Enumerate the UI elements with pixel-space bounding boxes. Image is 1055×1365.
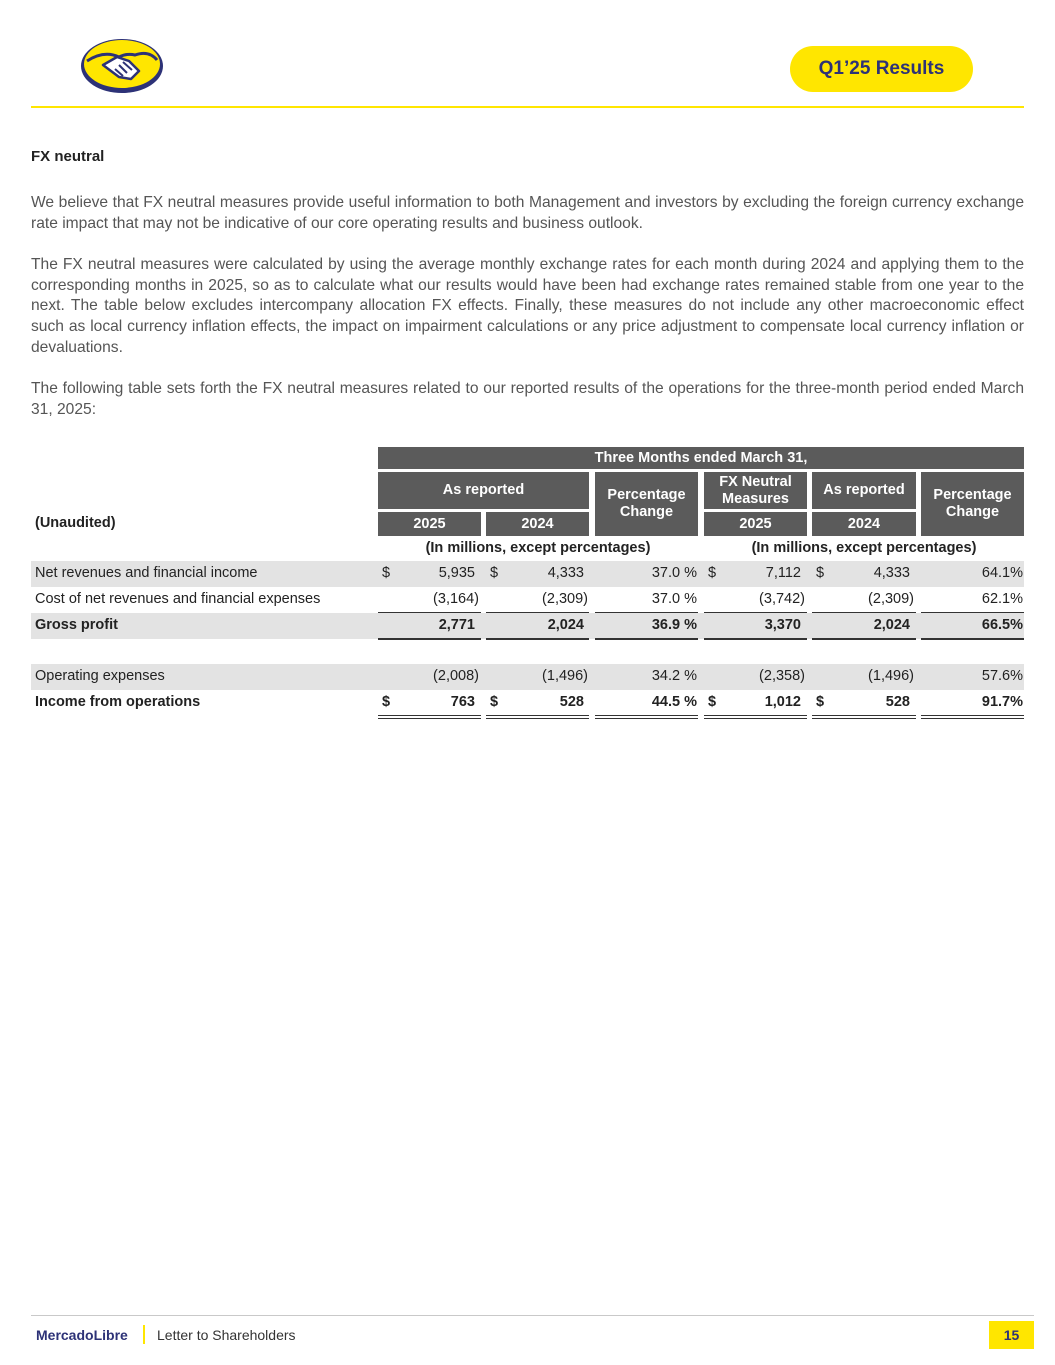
underline	[595, 638, 698, 640]
cell-pct-change-2: 66.5%	[981, 617, 1023, 633]
underline	[812, 638, 916, 640]
row-label: Net revenues and financial income	[35, 565, 258, 581]
underline	[704, 638, 807, 640]
cell-reported-2025: 2,771	[438, 617, 475, 633]
table-row	[31, 664, 1024, 690]
row-label: Income from operations	[35, 694, 201, 710]
header-year-2025-fx: 2025	[704, 512, 807, 536]
header-as-reported-2: As reported	[812, 472, 916, 509]
table-row	[31, 587, 1024, 613]
cell-reported-2024: 2,024	[547, 617, 584, 633]
table-row	[31, 690, 1024, 716]
currency-sign: $	[490, 694, 499, 710]
header-year-2024-b: 2024	[812, 512, 916, 536]
footer-brand: MercadoLibre	[36, 1327, 128, 1343]
cell-reported-2024: 528	[559, 694, 584, 710]
header-as-reported: As reported	[378, 472, 589, 509]
cell-pct-change: 36.9 %	[651, 617, 697, 633]
cell-pct-change: 37.0 %	[651, 591, 697, 607]
row-label: Cost of net revenues and financial expenses	[35, 591, 321, 607]
currency-sign: $	[382, 694, 391, 710]
cell-reported-2025: (2,008)	[433, 668, 479, 684]
cell-reported-2024: (1,496)	[542, 668, 588, 684]
units-note-left: (In millions, except percentages)	[425, 540, 651, 556]
underline	[378, 638, 481, 640]
cell-reported-2024-b: (2,309)	[868, 591, 914, 607]
cell-reported-2024-b: (1,496)	[868, 668, 914, 684]
underline	[921, 638, 1024, 640]
double-underline	[378, 715, 481, 719]
currency-sign: $	[708, 694, 717, 710]
footer-subtitle: Letter to Shareholders	[157, 1327, 296, 1343]
cell-fx-neutral-2025: 7,112	[765, 565, 801, 581]
cell-pct-change-2: 91.7%	[981, 694, 1023, 710]
row-label: Operating expenses	[35, 668, 165, 684]
cell-reported-2024-b: 4,333	[873, 565, 910, 581]
row-label: Gross profit	[35, 617, 118, 633]
header-fx-neutral: FX Neutral Measures	[704, 472, 807, 509]
cell-reported-2024: 4,333	[547, 565, 584, 581]
underline	[486, 638, 589, 640]
double-underline	[921, 715, 1024, 719]
cell-fx-neutral-2025: (3,742)	[759, 591, 805, 607]
cell-fx-neutral-2025: 1,012	[764, 694, 801, 710]
double-underline	[595, 715, 698, 719]
mercadolibre-handshake-logo	[79, 35, 165, 95]
cell-reported-2025: 763	[450, 694, 475, 710]
cell-fx-neutral-2025: 3,370	[764, 617, 801, 633]
cell-reported-2025: (3,164)	[433, 591, 479, 607]
footer-divider	[31, 1315, 1034, 1316]
header-divider	[31, 106, 1024, 108]
cell-fx-neutral-2025: (2,358)	[759, 668, 805, 684]
table-row	[31, 613, 1024, 639]
cell-pct-change-2: 57.6%	[981, 668, 1023, 684]
cell-pct-change: 44.5 %	[651, 694, 697, 710]
page-number: 15	[989, 1321, 1034, 1349]
double-underline	[704, 715, 807, 719]
currency-sign: $	[816, 565, 825, 581]
cell-reported-2024: (2,309)	[542, 591, 588, 607]
currency-sign: $	[816, 694, 825, 710]
paragraph-1: We believe that FX neutral measures provide useful information to both Management and investors by excluding the foreign currency exchange rate impact that may not be indicative of our core operating results and business outlook.	[31, 194, 1024, 232]
cell-reported-2024-b: 528	[885, 694, 910, 710]
cell-pct-change-2: 62.1%	[981, 591, 1023, 607]
cell-reported-2024-b: 2,024	[873, 617, 910, 633]
currency-sign: $	[708, 565, 717, 581]
unaudited-label: (Unaudited)	[35, 515, 116, 531]
header-percentage-change: Percentage Change	[595, 472, 698, 536]
cell-pct-change-2: 64.1%	[981, 565, 1023, 581]
section-title: FX neutral	[31, 148, 105, 165]
double-underline	[486, 715, 589, 719]
table-row	[31, 561, 1024, 587]
quarter-results-badge: Q1’25 Results	[790, 46, 973, 92]
currency-sign: $	[382, 565, 391, 581]
cell-reported-2025: 5,935	[438, 565, 475, 581]
fx-neutral-table	[31, 447, 1024, 727]
cell-pct-change: 34.2 %	[651, 668, 697, 684]
paragraph-3: The following table sets forth the FX neutral measures related to our reported results of the operations for the three-month period ended March 31, 2025:	[31, 380, 1024, 418]
cell-pct-change: 37.0 %	[651, 565, 697, 581]
double-underline	[812, 715, 916, 719]
header-year-2025: 2025	[378, 512, 481, 536]
table-super-header: Three Months ended March 31,	[378, 447, 1024, 469]
footer-separator	[143, 1325, 145, 1344]
units-note-right: (In millions, except percentages)	[751, 540, 977, 556]
paragraph-2: The FX neutral measures were calculated by using the average monthly exchange rates for each month during 2024 and applying them to the corresponding months in 2025, so as to calculate what our results would have been had exchange rates remained stable from one year to the next. The table below excludes intercompany allocation FX effects. Finally, these measures do not include any other macroeconomic effect such as local currency inflation effects, the impact on impairment calculations or any price adjustment to compensate local currency inflation or devaluations.	[31, 256, 1024, 356]
header-percentage-change-2: Percentage Change	[921, 472, 1024, 536]
currency-sign: $	[490, 565, 499, 581]
header-year-2024: 2024	[486, 512, 589, 536]
